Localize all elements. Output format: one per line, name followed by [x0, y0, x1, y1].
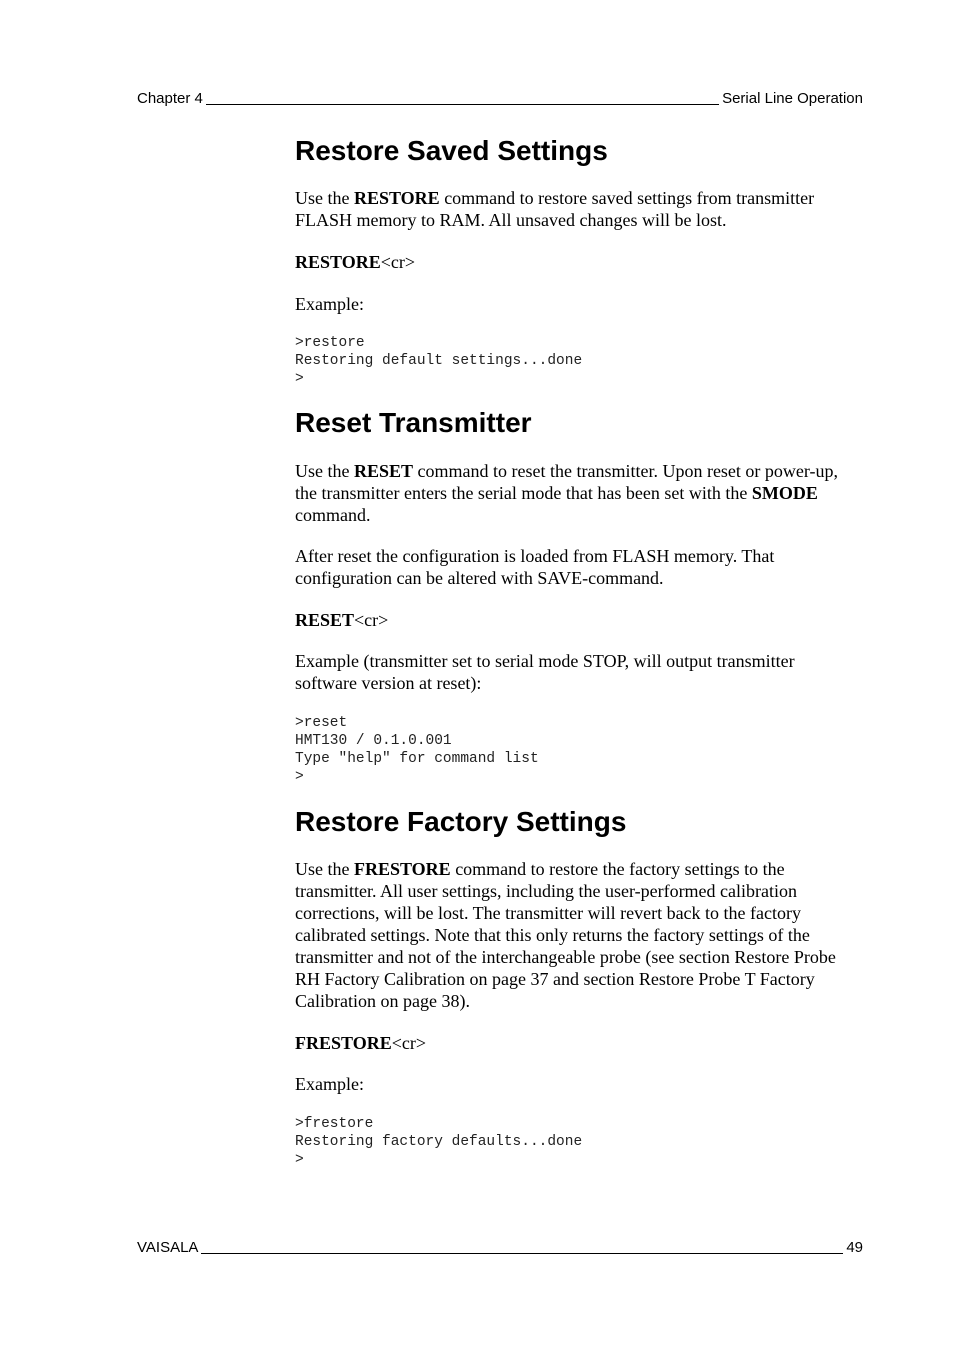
frestore-command: FRESTORE: [353, 859, 451, 879]
restore-example-label: Example:: [295, 294, 364, 314]
footer-rule: [201, 1253, 843, 1254]
footer-page-number: 49: [846, 1239, 863, 1256]
heading-restore-saved-settings: Restore Saved Settings: [295, 135, 608, 166]
page-footer: [137, 1239, 863, 1257]
heading-restore-factory-settings: Restore Factory Settings: [295, 806, 627, 837]
frestore-example-code: >frestore Restoring factory defaults...done >: [295, 1116, 583, 1168]
restore-description: Use the RESTORE command to restore saved settings from transmitter FLASH memory to RAM. All unsaved changes will be lost.: [295, 188, 815, 230]
frestore-syntax: FRESTORE<cr>: [295, 1033, 426, 1053]
restore-syntax: RESTORE<cr>: [295, 252, 415, 272]
header-section-title: Serial Line Operation: [722, 90, 863, 107]
restore-example-code: >restore Restoring default settings...done >: [295, 335, 583, 387]
reset-example-label: Example (transmitter set to serial mode STOP, will output transmitter software version at reset):: [295, 651, 795, 693]
smode-command: SMODE: [751, 483, 818, 503]
header-chapter: Chapter 4: [137, 90, 203, 107]
page-header: [137, 90, 863, 108]
reset-command: RESET: [353, 461, 414, 481]
footer-company: VAISALA: [137, 1239, 199, 1256]
restore-command: RESTORE: [353, 188, 440, 208]
heading-reset-transmitter: Reset Transmitter: [295, 407, 532, 438]
header-rule: [206, 104, 719, 105]
reset-example-code: >reset HMT130 / 0.1.0.001 Type "help" for command list >: [295, 715, 539, 785]
frestore-example-label: Example:: [295, 1074, 364, 1094]
reset-description: Use the RESET command to reset the transmitter. Upon reset or power-up, the transmitter enters the serial mode that has been set with the SMODE command.: [295, 461, 839, 525]
frestore-description: Use the FRESTORE command to restore the factory settings to the transmitter. All user settings, including the user-performed calibration corrections, will be lost. The transmitter will revert back to the factory calibrated settings. Note that this only returns the factory settings of the transmitter and not of the interchangeable probe (see section Restore Probe RH Factory Calibration on page 37 and section Restore Probe T Factory Calibration on page 38).: [295, 859, 836, 1011]
reset-syntax: RESET<cr>: [295, 610, 389, 630]
reset-config-paragraph: After reset the configuration is loaded from FLASH memory. That configuration can be altered with SAVE-command.: [295, 546, 775, 588]
